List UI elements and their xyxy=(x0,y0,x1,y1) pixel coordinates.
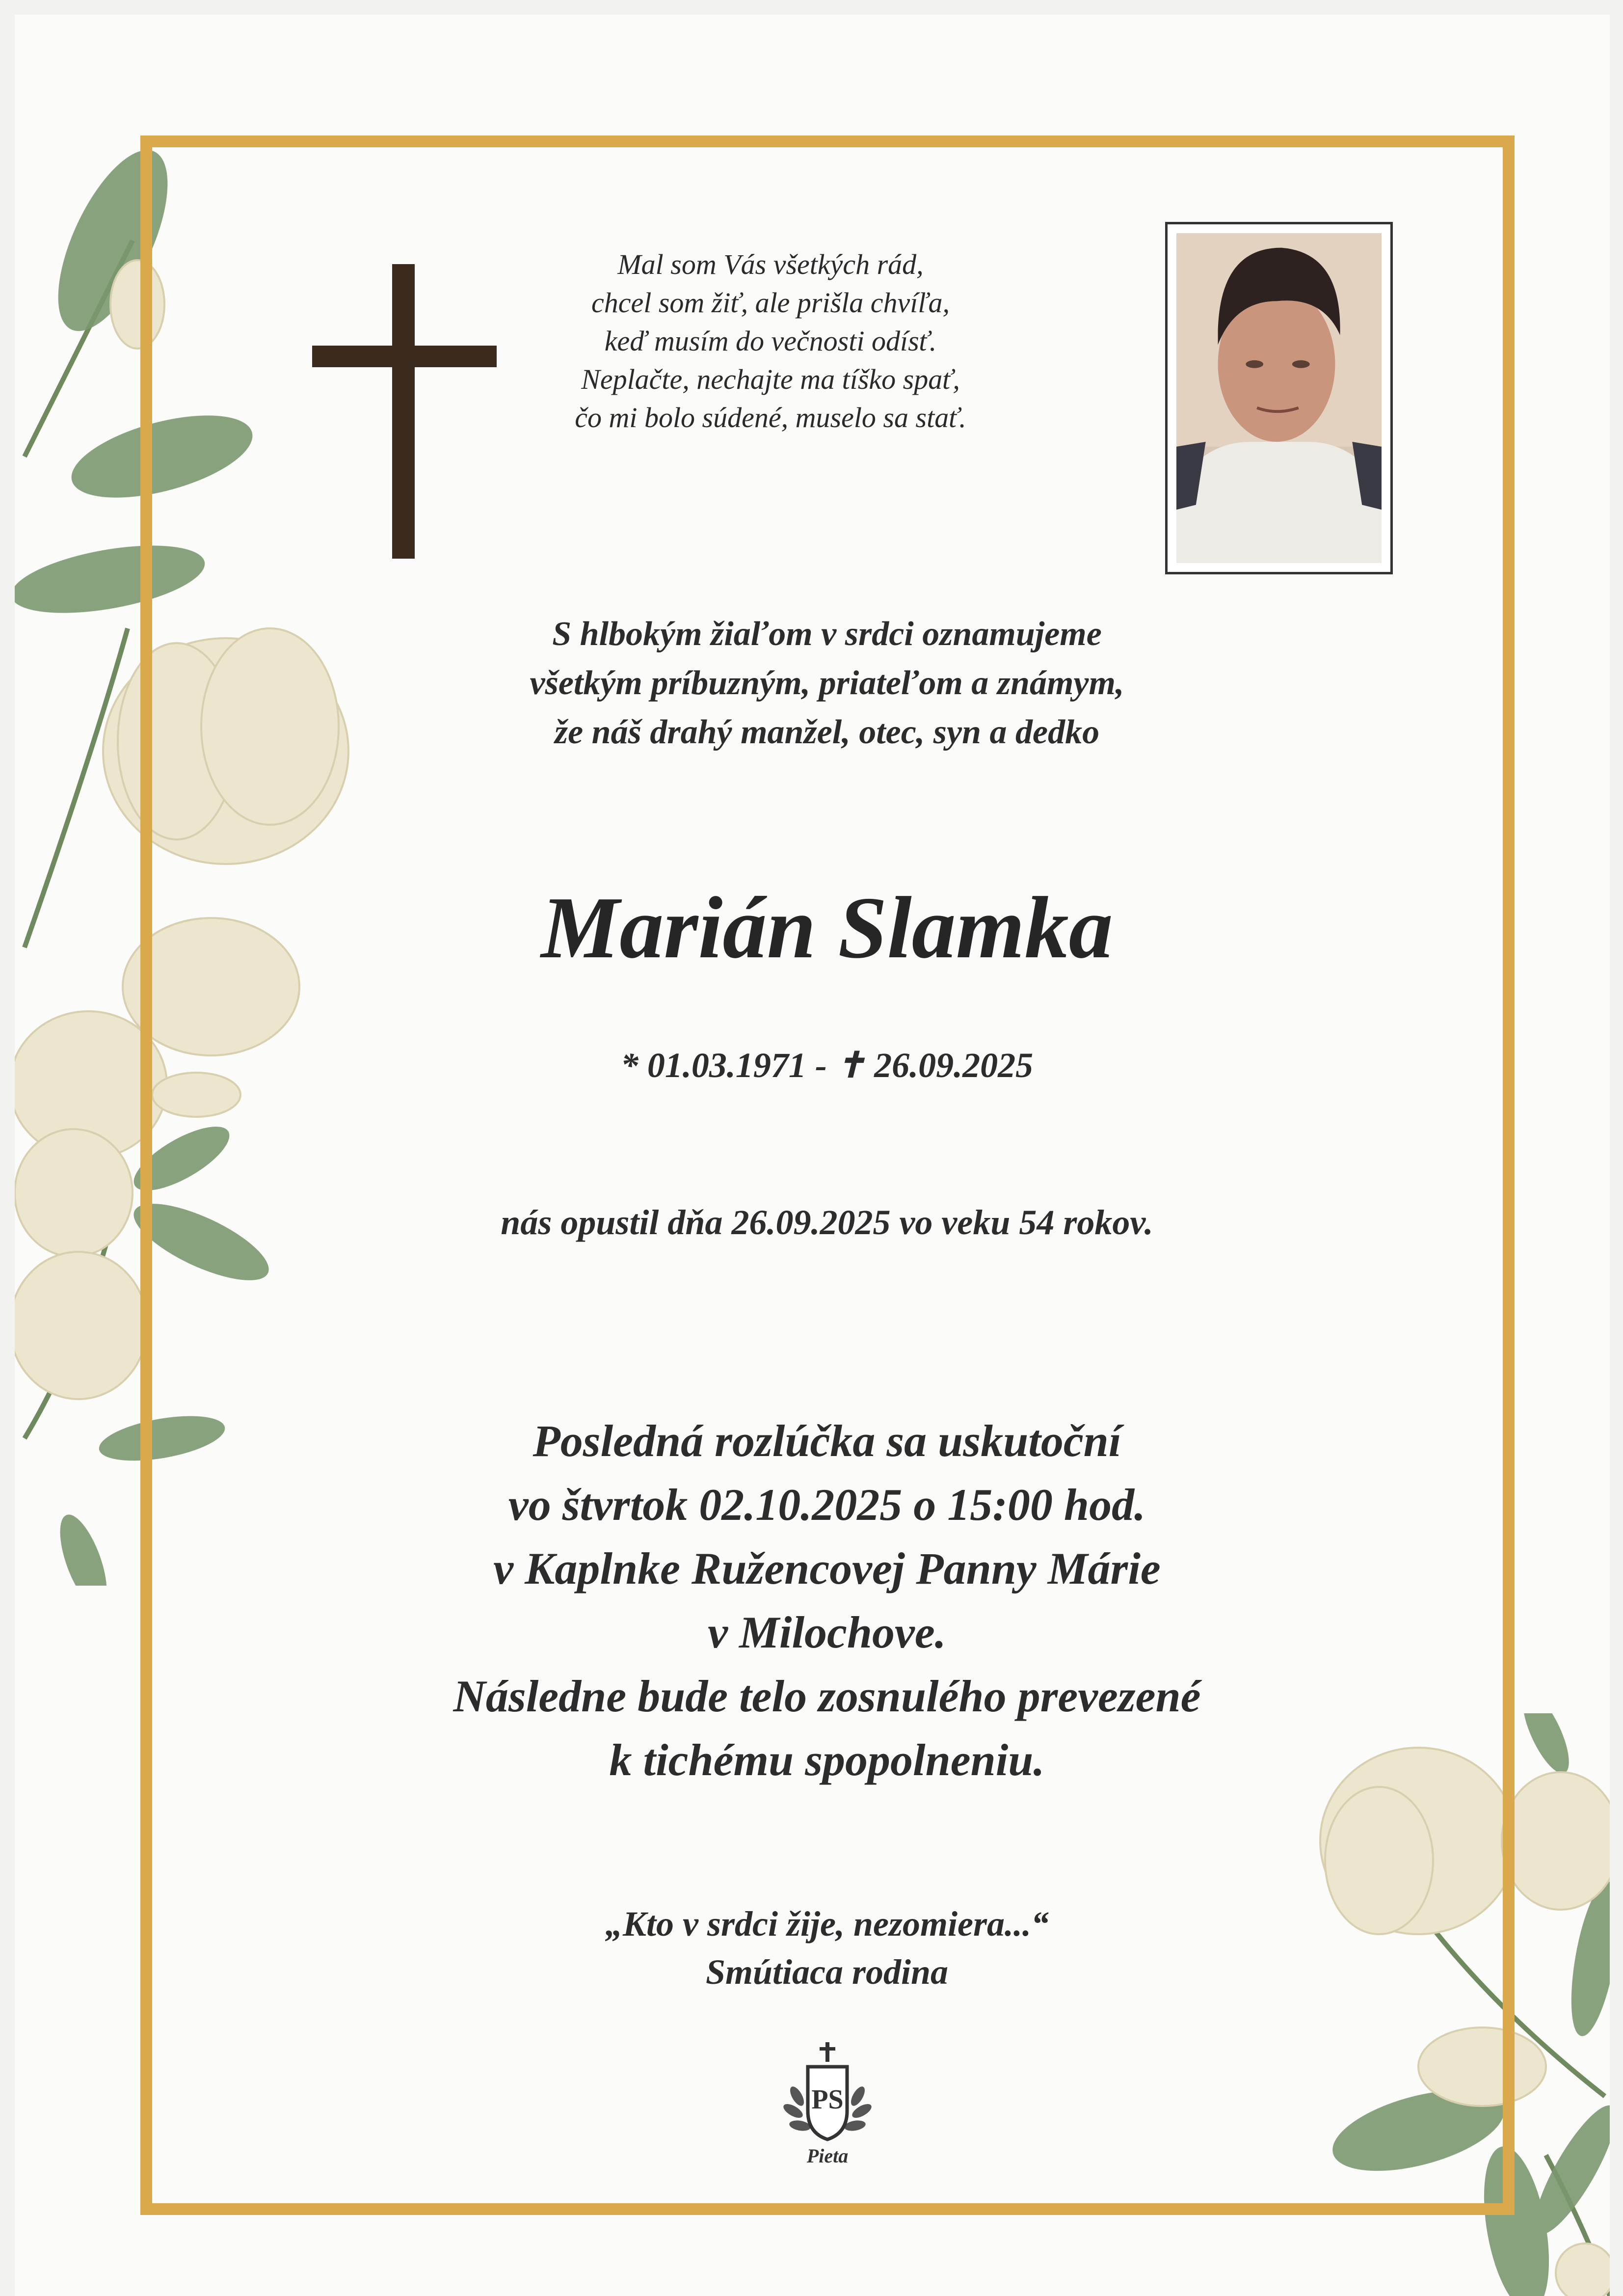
poem-line: Mal som Vás všetkých rád, xyxy=(617,248,924,280)
poem xyxy=(506,245,1036,437)
deceased-name: Marián Slamka xyxy=(541,879,1113,976)
ceremony-line: vo štvrtok 02.10.2025 o 15:00 hod. xyxy=(508,1480,1146,1530)
closing-signature: Smútiaca rodina xyxy=(705,1952,949,1992)
cross-icon xyxy=(312,264,497,559)
portrait-photo xyxy=(1165,222,1393,574)
ceremony-line: Posledná rozlúčka sa uskutoční xyxy=(532,1416,1121,1466)
ceremony-line: Následne bude telo zosnulého prevezené xyxy=(453,1671,1201,1721)
ceremony-line: v Kaplnke Ružencovej Panny Márie xyxy=(493,1543,1161,1594)
closing xyxy=(152,1900,1502,1996)
announcement-line: všetkým príbuzným, priateľom a známym, xyxy=(530,664,1124,702)
ceremony-line: v Milochove. xyxy=(708,1607,946,1657)
announcement-line: S hlbokým žiaľom v srdci oznamujeme xyxy=(552,615,1102,653)
life-dates xyxy=(152,1041,1502,1090)
ceremony-line: k tichému spopolneniu. xyxy=(609,1735,1045,1785)
passing-notice: nás opustil dňa 26.09.2025 vo veku 54 rokov. xyxy=(501,1203,1153,1242)
announcement-line: že náš drahý manžel, otec, syn a dedko xyxy=(554,713,1100,751)
obituary-sheet xyxy=(15,15,1610,2296)
ceremony-info xyxy=(152,1409,1502,1792)
pieta-logo-icon xyxy=(778,2042,877,2145)
logo-caption: Pieta xyxy=(806,2145,849,2167)
poem-line: keď musím do večnosti odísť. xyxy=(604,325,937,357)
birth-date: * 01.03.1971 - xyxy=(620,1046,827,1085)
poem-line: Neplačte, nechajte ma tíško spať, xyxy=(581,363,960,395)
portrait-image xyxy=(1176,233,1382,563)
death-date: 26.09.2025 xyxy=(874,1046,1034,1085)
logo-monogram: PS xyxy=(811,2084,844,2115)
death-cross-icon: ✝ xyxy=(835,1046,866,1085)
poem-line: čo mi bolo súdené, muselo sa stať. xyxy=(575,402,966,433)
pieta-logo xyxy=(778,2042,877,2170)
poem-line: chcel som žiť, ale prišla chvíľa, xyxy=(591,287,950,319)
closing-quote: „Kto v srdci žije, nezomiera...“ xyxy=(605,1904,1049,1944)
announcement xyxy=(152,610,1502,757)
